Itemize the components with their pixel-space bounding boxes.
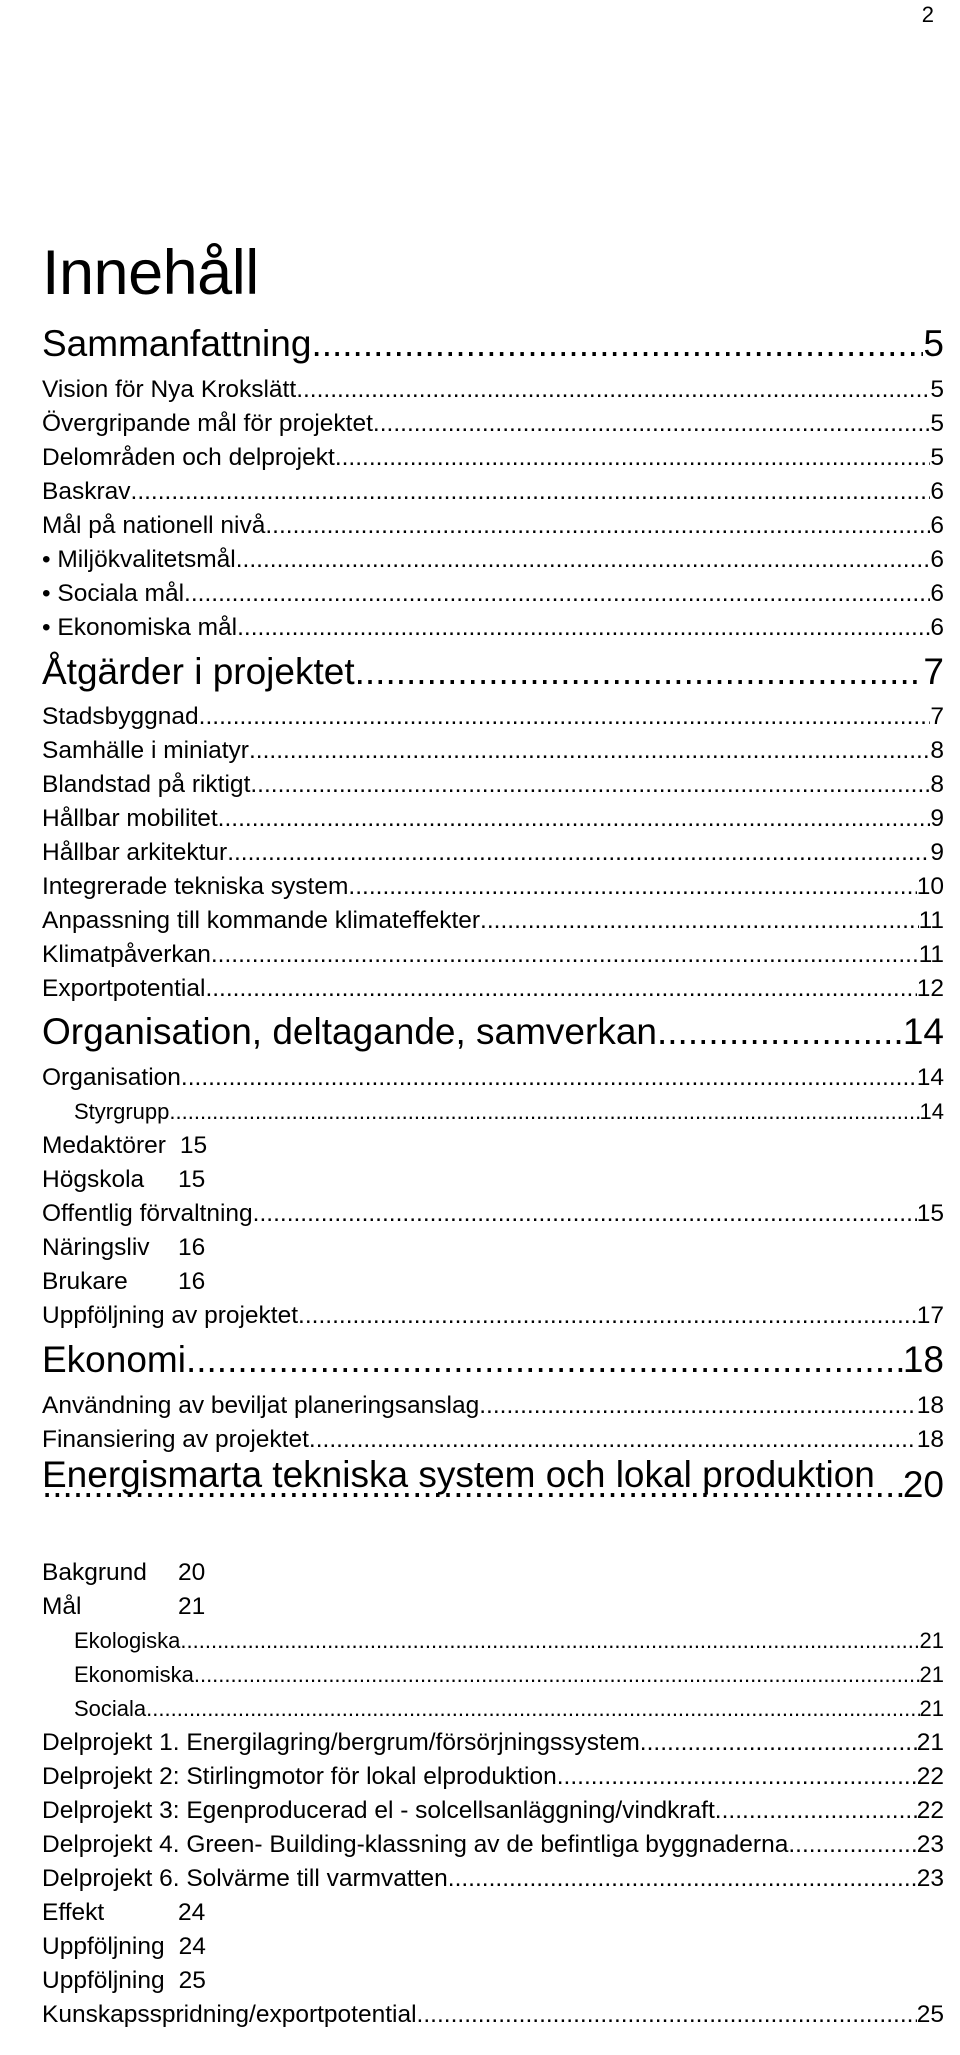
toc-entry-label: Högskola — [42, 1166, 145, 1193]
toc-leader-dots — [335, 441, 931, 475]
toc-entry-label: Blandstad på riktigt — [42, 771, 251, 798]
toc-entry-label: Sociala — [74, 1696, 147, 1721]
toc-entry-page: 5 — [930, 444, 944, 471]
toc-entry-label: Anpassning till kommande klimateffekter — [42, 907, 481, 934]
toc-entry-label: Kunskapsspridning/exportpotential — [42, 2001, 417, 2028]
toc-entry-label: Delprojekt 2: Stirlingmotor för lokal elproduktion — [42, 1763, 557, 1790]
toc-entry[interactable] — [42, 1726, 944, 1760]
toc-leader-dots — [296, 373, 930, 407]
toc-entry-page: 10 — [916, 873, 944, 900]
toc-entry-label: Finansiering av projektet — [42, 1426, 309, 1453]
toc-entry-page: 15 — [916, 1200, 944, 1227]
toc-entry[interactable] — [42, 407, 944, 441]
toc-leader-dots — [640, 1726, 917, 1760]
toc-leader-dots — [181, 1061, 917, 1095]
toc-entry-label: Delprojekt 6. Solvärme till varmvatten — [42, 1865, 448, 1892]
toc-entry-page: 6 — [930, 580, 944, 607]
toc-leader-dots — [249, 734, 930, 768]
toc-entry[interactable] — [42, 938, 944, 972]
toc-leader-dots — [253, 1197, 917, 1231]
toc-entry-page: 6 — [930, 478, 944, 505]
toc-entry[interactable] — [42, 904, 944, 938]
toc-entry[interactable] — [42, 1590, 944, 1624]
toc-entry-page: 6 — [930, 546, 944, 573]
toc-entry-label: Baskrav — [42, 478, 131, 505]
toc-entry-label: Organisation, deltagande, samverkan — [42, 1011, 657, 1052]
toc-entry-label: Organisation — [42, 1064, 181, 1091]
toc-entry-label: Näringsliv — [42, 1234, 150, 1261]
toc-entry-page: 8 — [930, 771, 944, 798]
toc-entry-page: 25 — [916, 2001, 944, 2028]
toc-entry[interactable] — [42, 1163, 944, 1197]
toc-entry-label: Uppföljning — [42, 1933, 165, 1960]
toc-entry-label: Delprojekt 3: Egenproducerad el - solcellsanläggning/vindkraft — [42, 1797, 715, 1824]
toc-entry-label: Ekonomi — [42, 1339, 186, 1380]
toc-entry-page: 20 — [178, 1559, 206, 1586]
toc-entry-page: 6 — [930, 512, 944, 539]
toc-entry-label: Styrgrupp — [74, 1099, 170, 1124]
toc-leader-dots — [169, 1095, 919, 1129]
toc-entry-label: Hållbar arkitektur — [42, 839, 228, 866]
toc-leader-dots — [146, 1692, 919, 1726]
toc-entry-label: Mål på nationell nivå — [42, 512, 266, 539]
toc-entry[interactable] — [42, 441, 944, 475]
toc-leader-dots — [355, 650, 924, 694]
toc-entry-page: 5 — [930, 376, 944, 403]
toc-entry-label: Medaktörer — [42, 1132, 166, 1159]
toc-entry-page: 14 — [916, 1064, 944, 1091]
toc-entry-label: Sammanfattning — [42, 323, 312, 364]
toc-leader-dots — [557, 1760, 917, 1794]
toc-entry-page: 24 — [178, 1899, 206, 1926]
toc-leader-dots — [205, 972, 916, 1006]
toc-entry[interactable] — [42, 509, 944, 543]
toc-entry[interactable] — [42, 1862, 944, 1896]
toc-entry[interactable] — [74, 1624, 944, 1658]
page-number: 2 — [921, 2, 934, 27]
toc-leader-dots — [186, 1338, 903, 1382]
toc-entry[interactable] — [42, 700, 944, 734]
toc-leader-dots — [265, 509, 930, 543]
toc-entry-page: 12 — [916, 975, 944, 1002]
toc-entry-label: Mål — [42, 1593, 82, 1620]
toc-entry-label: • Ekonomiska mål — [42, 614, 238, 641]
toc-entry-label: Hållbar mobilitet — [42, 805, 218, 832]
toc-leader-dots — [417, 1998, 917, 2032]
toc-entry-page: 17 — [916, 1302, 944, 1329]
toc-entry-label: Integrerade tekniska system — [42, 873, 349, 900]
toc-entry-label: Ekologiska — [74, 1628, 181, 1653]
toc-entry-label: Delområden och delprojekt — [42, 444, 335, 471]
toc-entry[interactable] — [42, 802, 944, 836]
toc-entry-label: Stadsbyggnad — [42, 703, 199, 730]
toc-leader-dots — [311, 322, 923, 366]
toc-entry-label: Uppföljning av projektet — [42, 1302, 299, 1329]
toc-leader-dots — [218, 802, 931, 836]
toc-leader-dots — [131, 475, 931, 509]
toc-entry-label: Brukare — [42, 1268, 128, 1295]
toc-entry-label: Samhälle i miniatyr — [42, 737, 249, 764]
toc-entry[interactable] — [42, 1998, 944, 2032]
toc-leader-dots — [42, 1463, 903, 1507]
toc-entry[interactable] — [42, 1061, 944, 1095]
toc-entry[interactable] — [42, 1129, 944, 1163]
toc-heading-text: Energismarta tekniska system och lokal produktion — [42, 1454, 875, 1495]
toc-leader-dots — [237, 611, 930, 645]
toc-entry-page: 9 — [930, 805, 944, 832]
toc-heading[interactable] — [42, 1010, 944, 1054]
toc-entry[interactable] — [42, 611, 944, 645]
toc-leader-dots — [348, 870, 916, 904]
toc-entry-page: 23 — [916, 1831, 944, 1858]
toc-entry-page: 9 — [930, 839, 944, 866]
toc-entry[interactable] — [42, 543, 944, 577]
toc-entry-page: 14 — [902, 1011, 944, 1052]
toc-heading[interactable] — [42, 1338, 944, 1382]
toc-leader-dots — [180, 1624, 919, 1658]
toc-entry[interactable] — [42, 1231, 944, 1265]
toc-leader-dots — [309, 1423, 917, 1457]
toc-entry-label: • Sociala mål — [42, 580, 185, 607]
toc-entry-page: 6 — [930, 614, 944, 641]
toc-leader-dots — [715, 1794, 917, 1828]
toc-entry-label: Bakgrund — [42, 1559, 147, 1586]
toc-entry-label: Delprojekt 4. Green- Building-klassning av de befintliga byggnaderna — [42, 1831, 789, 1858]
toc-leader-dots — [298, 1299, 917, 1333]
toc-entry-page: 16 — [178, 1268, 206, 1295]
toc-entry-page: 18 — [916, 1426, 944, 1453]
toc-entry-page: 25 — [178, 1967, 206, 1994]
toc-entry[interactable] — [42, 836, 944, 870]
toc-entry-label: Användning av beviljat planeringsanslag — [42, 1392, 480, 1419]
toc-entry[interactable] — [42, 1896, 944, 1930]
toc-entry[interactable] — [42, 373, 944, 407]
toc-entry-label: Delprojekt 1. Energilagring/bergrum/försörjningssystem — [42, 1729, 640, 1756]
toc-entry[interactable] — [42, 1197, 944, 1231]
toc-entry-label: Klimatpåverkan — [42, 941, 211, 968]
toc-entry[interactable] — [42, 1423, 944, 1457]
toc-entry-page: 22 — [916, 1763, 944, 1790]
toc-entry[interactable] — [42, 768, 944, 802]
toc-entry-page: 7 — [923, 651, 944, 692]
toc-entry-page: 8 — [930, 737, 944, 764]
toc-leader-dots — [184, 577, 930, 611]
toc-leader-dots — [227, 836, 930, 870]
toc-entry-page: 5 — [930, 410, 944, 437]
toc-entry[interactable] — [42, 870, 944, 904]
toc-entry-page: 11 — [918, 907, 944, 934]
toc-leader-dots — [788, 1828, 916, 1862]
toc-entry[interactable] — [42, 1556, 944, 1590]
toc-entry-label: Offentlig förvaltning — [42, 1200, 253, 1227]
toc-entry[interactable] — [42, 475, 944, 509]
toc-entry[interactable] — [42, 577, 944, 611]
toc-leader-dots — [479, 1389, 917, 1423]
toc-entry-label: Effekt — [42, 1899, 105, 1926]
toc-leader-dots — [211, 938, 919, 972]
toc-entry[interactable] — [42, 972, 944, 1006]
toc-entry-label: Uppföljning — [42, 1967, 165, 1994]
toc-entry[interactable] — [74, 1692, 944, 1726]
toc-entry-page: 21 — [178, 1593, 206, 1620]
toc-entry-page: 21 — [919, 1628, 944, 1653]
toc-entry-page: 24 — [178, 1933, 206, 1960]
toc-entry[interactable] — [42, 1828, 944, 1862]
toc-leader-dots — [448, 1862, 917, 1896]
toc-entry-page: 18 — [902, 1339, 944, 1380]
document-title: Innehåll — [42, 238, 259, 308]
toc-entry-page: 15 — [179, 1132, 208, 1159]
toc-leader-dots — [250, 768, 930, 802]
toc-entry-page: 18 — [916, 1392, 944, 1419]
toc-entry-page: 21 — [916, 1729, 944, 1756]
toc-leader-dots — [199, 700, 931, 734]
toc-heading[interactable] — [42, 650, 944, 694]
toc-entry[interactable] — [42, 1930, 944, 1964]
toc-leader-dots — [657, 1010, 903, 1054]
toc-entry-page: 15 — [178, 1166, 206, 1193]
toc-entry-page: 11 — [918, 941, 944, 968]
toc-entry[interactable] — [42, 1265, 944, 1299]
toc-entry[interactable] — [42, 1299, 944, 1333]
toc-entry-label: Vision för Nya Krokslätt — [42, 376, 297, 403]
toc-entry-page: 21 — [919, 1662, 944, 1687]
toc-entry-page: 5 — [923, 323, 944, 364]
toc-entry[interactable] — [42, 1760, 944, 1794]
toc-entry[interactable] — [74, 1095, 944, 1129]
toc-entry-page: 22 — [916, 1797, 944, 1824]
toc-entry-page: 20 — [902, 1464, 944, 1505]
toc-entry-label: Exportpotential — [42, 975, 206, 1002]
toc-leader-dots — [480, 904, 919, 938]
toc-entry-page: 16 — [178, 1234, 206, 1261]
toc-entry-label: Ekonomiska — [74, 1662, 194, 1687]
toc-entry-page: 23 — [916, 1865, 944, 1892]
toc-entry-label: Åtgärder i projektet — [42, 651, 355, 692]
toc-entry[interactable] — [42, 1794, 944, 1828]
toc-entry-label: Övergripande mål för projektet — [42, 410, 373, 437]
toc-entry-page: 7 — [930, 703, 944, 730]
toc-heading[interactable] — [42, 1463, 944, 1507]
toc-entry[interactable] — [42, 1964, 944, 1998]
toc-leader-dots — [373, 407, 930, 441]
toc-entry-page: 14 — [919, 1099, 944, 1124]
toc-leader-dots — [236, 543, 931, 577]
toc-entry-page: 21 — [919, 1696, 944, 1721]
toc-heading[interactable] — [42, 322, 944, 366]
toc-leader-dots — [194, 1658, 920, 1692]
toc-entry-label: • Miljökvalitetsmål — [42, 546, 236, 573]
toc-entry[interactable] — [42, 1389, 944, 1423]
toc-entry[interactable] — [42, 734, 944, 768]
toc-entry[interactable] — [74, 1658, 944, 1692]
